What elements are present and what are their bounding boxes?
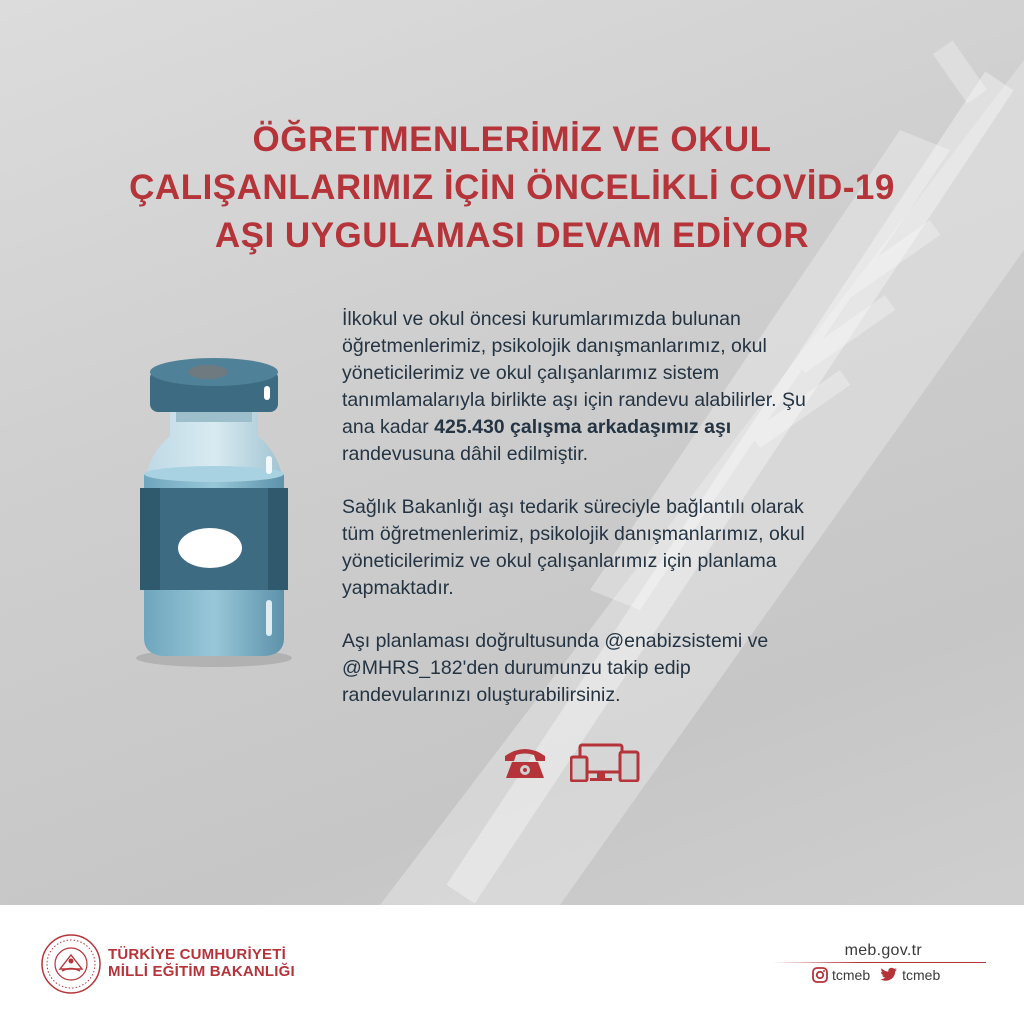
info-text <box>342 306 822 735</box>
title-line-2: ÇALIŞANLARIMIZ İÇİN ÖNCELİKLİ COVİD-19 <box>129 168 895 207</box>
footer <box>0 905 1024 1024</box>
ministry-line-1: TÜRKİYE CUMHURİYETİ <box>108 946 286 963</box>
ministry-name <box>108 946 295 980</box>
ministry-seal-icon <box>40 933 102 995</box>
page-title <box>120 116 904 260</box>
ministry-line-2: MİLLİ EĞİTİM BAKANLIĞI <box>108 963 295 980</box>
devices-icon <box>570 742 640 782</box>
appointment-count-highlight: 425.430 çalışma arkadaşımız aşı <box>434 416 732 438</box>
title-line-1: ÖĞRETMENLERİMİZ VE OKUL <box>252 120 772 159</box>
instagram-icon[interactable] <box>812 967 828 983</box>
paragraph-appointment-end: randevusuna dâhil edilmiştir. <box>342 443 589 465</box>
paragraph-appointment-start: İlkokul ve okul öncesi kurumlarımızda bulunan öğretmenlerimiz, psikolojik danışmanlarımız, okul yöneticilerimiz ve okul çalışanlarımız sistem tanımlamalarıyla birlikte aşı için randevu alabilirler. Şu ana kadar <box>342 308 806 438</box>
paragraph-tracking: Aşı planlaması doğrultusunda @enabizsistemi ve @MHRS_182'den durumunzu takip edip randevularınızı oluşturabilirsiniz. <box>342 630 769 706</box>
website-link[interactable]: meb.gov.tr <box>844 942 922 959</box>
vaccine-vial-icon <box>128 356 300 668</box>
instagram-handle[interactable]: tcmeb <box>832 967 871 983</box>
social-links <box>812 967 946 983</box>
paragraph-planning: Sağlık Bakanlığı aşı tedarik süreciyle bağlantılı olarak tüm öğretmenlerimiz, psikolojik danışmanlarımız, okul yöneticilerimiz ve okul çalışanlarımız için planlama yapmaktadır. <box>342 496 805 599</box>
twitter-handle[interactable]: tcmeb <box>902 967 941 983</box>
footer-divider <box>772 962 986 963</box>
paragraph-appointment <box>342 306 822 468</box>
contact-icons <box>502 740 642 784</box>
title-line-3: AŞI UYGULAMASI DEVAM EDİYOR <box>214 216 810 255</box>
twitter-icon[interactable] <box>880 967 898 983</box>
phone-icon <box>502 744 548 780</box>
